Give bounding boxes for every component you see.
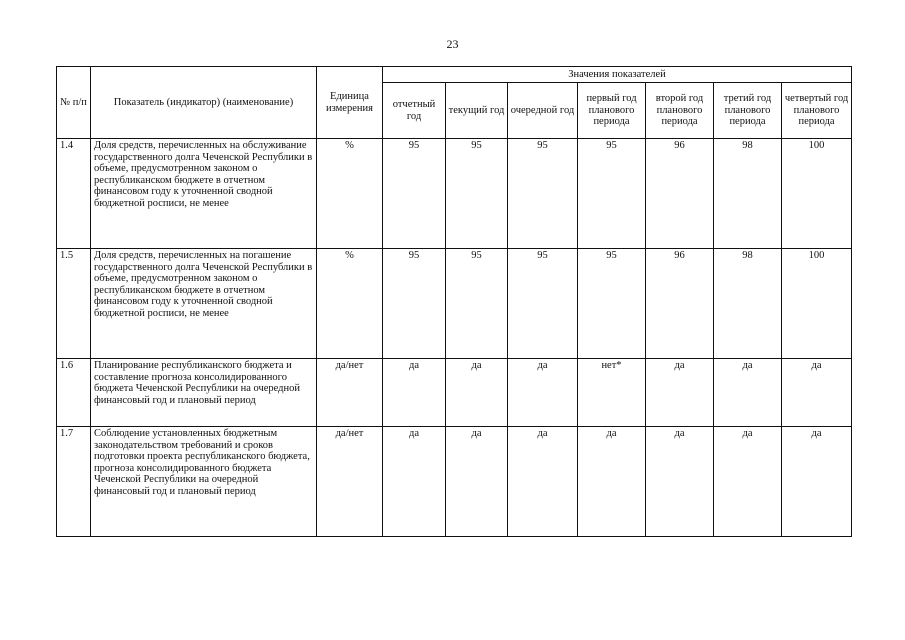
row-indicator: Доля средств, перечисленных на обслуживание государственного долга Чеченской Республики в объеме, предусмотренном законом о республиканском бюджете в отчетном финансовом году к уточненной сводной бюджетной росписи, не менее xyxy=(91,139,317,249)
row-value: да xyxy=(383,427,446,537)
row-indicator: Планирование республиканского бюджета и составление прогноза консолидированного бюджета Чеченской Республики на очередной финансовый год и плановый период xyxy=(91,359,317,427)
row-value: да xyxy=(714,359,782,427)
table-row xyxy=(57,139,852,249)
row-value: 95 xyxy=(578,249,646,359)
header-values-group: Значения показателей xyxy=(383,67,852,83)
row-value: да xyxy=(714,427,782,537)
row-indicator: Соблюдение установленных бюджетным законодательством требований и сроков подготовки проекта республиканского бюджета, прогноза консолидированного бюджета Чеченской Республики на очередной финансовый год и плановый период xyxy=(91,427,317,537)
row-value: 100 xyxy=(782,249,852,359)
row-value: 96 xyxy=(646,249,714,359)
row-value: да xyxy=(578,427,646,537)
row-value: да xyxy=(646,359,714,427)
header-period: второй год планового периода xyxy=(646,83,714,139)
row-value: да xyxy=(782,427,852,537)
row-value: 95 xyxy=(446,249,508,359)
row-value: да xyxy=(383,359,446,427)
row-value: 95 xyxy=(508,249,578,359)
row-value: 96 xyxy=(646,139,714,249)
row-value: да xyxy=(782,359,852,427)
row-unit: да/нет xyxy=(317,427,383,537)
row-value: 95 xyxy=(383,139,446,249)
row-value: 95 xyxy=(383,249,446,359)
row-value: да xyxy=(646,427,714,537)
indicators-table xyxy=(56,66,852,537)
row-value: 95 xyxy=(446,139,508,249)
header-period: четвертый год планового периода xyxy=(782,83,852,139)
row-unit: да/нет xyxy=(317,359,383,427)
page-number: 23 xyxy=(446,37,459,51)
row-value: нет* xyxy=(578,359,646,427)
row-value: да xyxy=(446,427,508,537)
row-number: 1.6 xyxy=(57,359,91,427)
header-unit: Единица измерения xyxy=(317,67,383,139)
row-value: 98 xyxy=(714,249,782,359)
row-unit: % xyxy=(317,249,383,359)
row-value: 100 xyxy=(782,139,852,249)
table-header xyxy=(57,67,852,139)
row-value: 98 xyxy=(714,139,782,249)
header-period: очередной год xyxy=(508,83,578,139)
header-indicator: Показатель (индикатор) (наименование) xyxy=(91,67,317,139)
table-row xyxy=(57,427,852,537)
row-indicator: Доля средств, перечисленных на погашение государственного долга Чеченской Республики в объеме, предусмотренном законом о республиканском бюджете в отчетном финансовом году к уточненной сводной бюджетной росписи, не менее xyxy=(91,249,317,359)
table-row xyxy=(57,359,852,427)
row-number: 1.4 xyxy=(57,139,91,249)
row-value: да xyxy=(446,359,508,427)
header-period: третий год планового периода xyxy=(714,83,782,139)
row-value: 95 xyxy=(508,139,578,249)
table-row xyxy=(57,249,852,359)
row-value: 95 xyxy=(578,139,646,249)
row-unit: % xyxy=(317,139,383,249)
row-value: да xyxy=(508,359,578,427)
row-number: 1.7 xyxy=(57,427,91,537)
table-body xyxy=(57,139,852,537)
row-number: 1.5 xyxy=(57,249,91,359)
row-value: да xyxy=(508,427,578,537)
header-number: № п/п xyxy=(57,67,91,139)
header-period: первый год планового периода xyxy=(578,83,646,139)
header-period: текущий год xyxy=(446,83,508,139)
header-period: отчетный год xyxy=(383,83,446,139)
